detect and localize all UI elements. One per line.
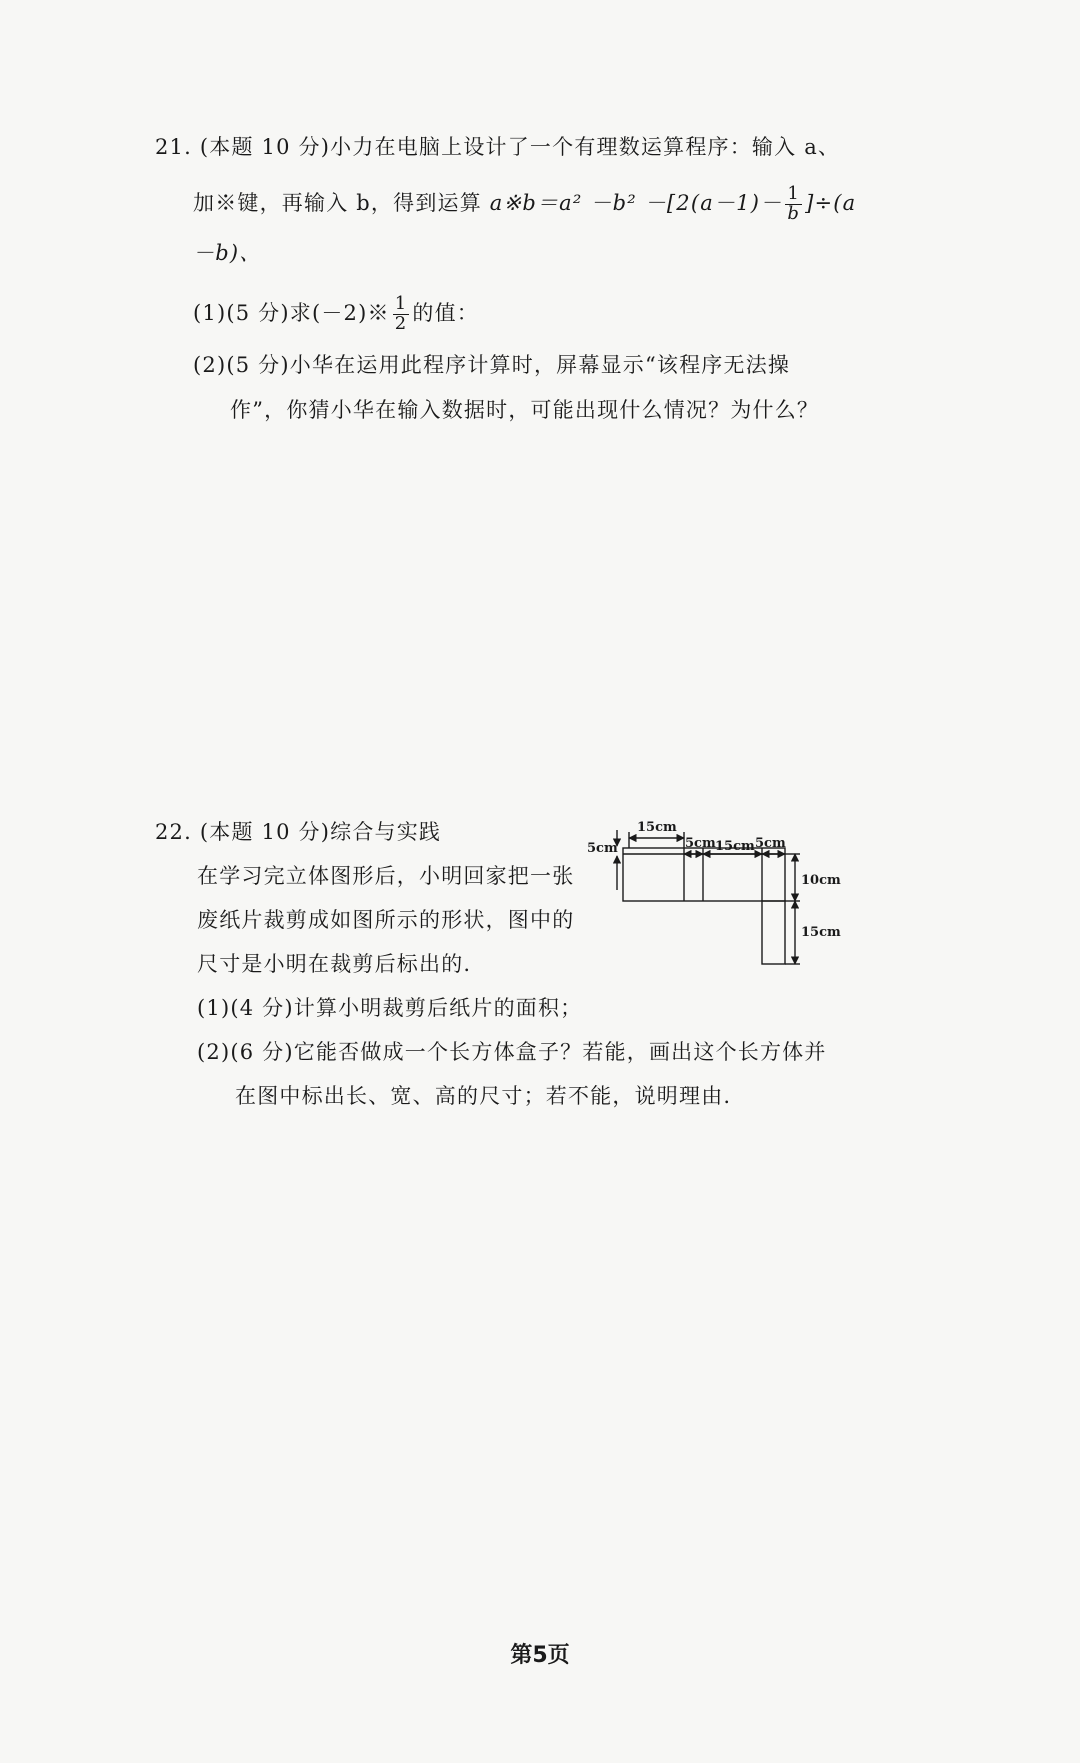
label-5cm-top-b: 5cm	[755, 836, 786, 851]
q21-line3: －b)、	[193, 241, 262, 265]
q21-sub1	[193, 295, 479, 334]
q21-sub2-line2: 作”，你猜小华在输入数据时，可能出现什么情况？为什么？	[230, 398, 820, 422]
q21-sub1-frac-den: 2	[394, 312, 408, 334]
q21-sub1-prefix: (1)(5 分)求(－2)※	[193, 300, 390, 325]
q22-sub2-line1: (2)(6 分)它能否做成一个长方体盒子？若能，画出这个长方体并	[197, 1040, 827, 1064]
q21-line2	[193, 185, 856, 224]
paper-net-figure	[587, 818, 855, 978]
label-5cm-left: 5cm	[587, 841, 618, 856]
q21-frac-num: 1	[785, 185, 802, 205]
q21-line2-prefix: 加※键，再输入 b，得到运算	[193, 190, 490, 215]
net-lower-panel	[762, 901, 785, 964]
q22-sub2-line2: 在图中标出长、宽、高的尺寸；若不能，说明理由.	[235, 1084, 732, 1108]
q21-sub1-frac-num: 1	[394, 293, 408, 314]
q21-frac-den: b	[787, 202, 801, 224]
label-15cm-right: 15cm	[801, 925, 841, 940]
q21-fraction	[785, 185, 802, 224]
q22-line3: 废纸片裁剪成如图所示的形状，图中的	[197, 908, 575, 932]
label-15cm-top-b: 15cm	[715, 839, 755, 854]
q21-line2-suffix: ]÷(a	[805, 190, 857, 215]
q21-formula: a※b＝a² －b² －[2(a－1)－	[489, 190, 783, 215]
net-top-strip	[623, 848, 785, 901]
label-5cm-top-a: 5cm	[685, 836, 716, 851]
label-10cm-right: 10cm	[801, 873, 841, 888]
q21-header: 21. (本题 10 分)小力在电脑上设计了一个有理数运算程序：输入 a、	[155, 135, 841, 159]
q22-sub1: (1)(4 分)计算小明裁剪后纸片的面积；	[197, 996, 583, 1020]
q21-sub2-line1: (2)(5 分)小华在运用此程序计算时，屏幕显示“该程序无法操	[193, 353, 791, 377]
q22-line2: 在学习完立体图形后，小明回家把一张	[197, 864, 575, 888]
q21-sub1-suffix: 的值：	[412, 300, 479, 325]
label-15cm-top: 15cm	[637, 820, 677, 835]
q22-line4: 尺寸是小明在裁剪后标出的.	[197, 952, 472, 976]
page-number: 第5页	[510, 1643, 570, 1668]
q21-sub1-fraction	[393, 295, 410, 334]
q22-header: 22. (本题 10 分)综合与实践	[155, 820, 442, 844]
